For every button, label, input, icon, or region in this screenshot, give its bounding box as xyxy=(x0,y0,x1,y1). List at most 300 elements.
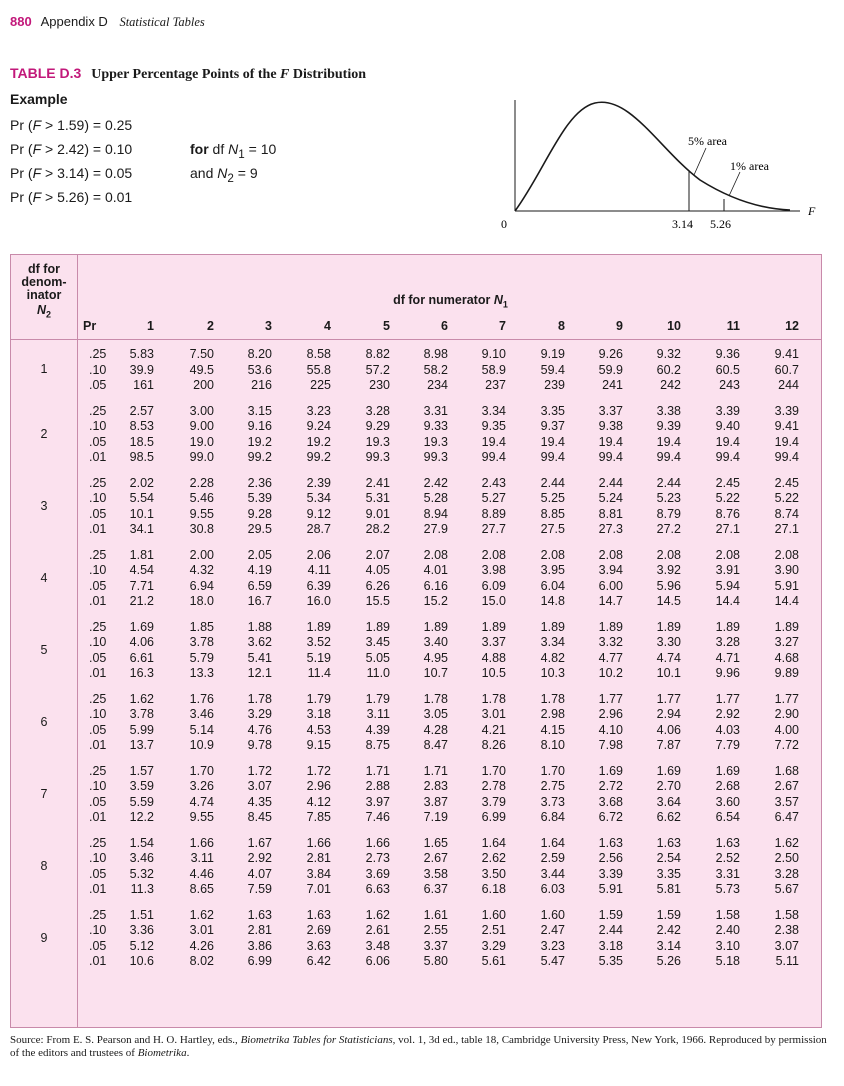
table-cell: 1.89 xyxy=(306,619,331,634)
table-cell: 8.79 xyxy=(656,506,681,521)
table-cell: 3.44 xyxy=(540,866,565,881)
table-cell: 6.03 xyxy=(540,882,565,896)
table-cell: 7.98 xyxy=(598,738,623,752)
pr-cell: .10 xyxy=(89,707,107,721)
table-cell: 5.22 xyxy=(774,491,799,505)
table-cell: 8.10 xyxy=(540,738,565,752)
table-cell: 5.05 xyxy=(365,650,390,665)
table-cell: 4.53 xyxy=(306,722,331,737)
table-cell: 5.91 xyxy=(598,882,623,896)
table-cell: 2.39 xyxy=(306,475,331,490)
denominator-df-label: 6 xyxy=(40,714,48,729)
table-cell: 3.28 xyxy=(365,403,390,418)
table-cell: 1.69 xyxy=(656,763,681,778)
table-cell: 27.3 xyxy=(598,522,623,536)
table-cell: 3.45 xyxy=(365,635,390,649)
table-cell: 18.5 xyxy=(129,434,154,449)
table-cell: 1.89 xyxy=(715,619,740,634)
table-cell: 10.7 xyxy=(423,666,448,680)
table-cell: 57.2 xyxy=(365,362,390,377)
table-cell: 1.68 xyxy=(774,763,799,778)
table-description: Upper Percentage Points of the F Distribution xyxy=(91,67,367,82)
table-cell: 9.01 xyxy=(365,506,390,521)
pr-cell: .01 xyxy=(89,594,107,608)
table-cell: 27.7 xyxy=(481,522,506,536)
numerator-column-header: 12 xyxy=(785,319,799,333)
table-cell: 5.34 xyxy=(306,491,331,505)
table-cell: 2.51 xyxy=(481,923,506,937)
table-cell: 8.75 xyxy=(365,738,390,752)
table-cell: 2.28 xyxy=(189,475,214,490)
table-cell: 2.67 xyxy=(774,779,799,793)
pr-cell: .25 xyxy=(89,691,107,706)
table-cell: 27.5 xyxy=(540,522,565,536)
table-cell: 1.71 xyxy=(423,763,448,778)
example-line: Pr (F > 5.26) = 0.01 xyxy=(10,189,133,205)
table-cell: 9.26 xyxy=(598,347,623,361)
table-cell: 2.36 xyxy=(247,475,272,490)
table-cell: 2.44 xyxy=(656,475,681,490)
f-axis-label: F xyxy=(808,204,816,218)
table-cell: 7.01 xyxy=(306,882,331,896)
table-cell: 3.23 xyxy=(540,938,565,953)
table-cell: 8.45 xyxy=(247,810,272,824)
table-cell: 7.19 xyxy=(423,810,448,824)
table-cell: 3.64 xyxy=(656,794,681,809)
table-cell: 3.52 xyxy=(306,635,331,649)
table-cell: 2.70 xyxy=(656,779,681,793)
table-cell: 14.7 xyxy=(598,594,623,608)
table-cell: 1.59 xyxy=(656,907,681,922)
table-cell: 2.78 xyxy=(481,779,506,793)
table-cell: 3.35 xyxy=(540,403,565,418)
table-cell: 3.98 xyxy=(481,563,506,577)
table-cell: 6.54 xyxy=(715,810,740,824)
table-cell: 2.08 xyxy=(423,547,448,562)
table-cell: 9.89 xyxy=(774,666,799,680)
table-cell: 7.85 xyxy=(306,810,331,824)
table-cell: 8.74 xyxy=(774,506,799,521)
table-cell: 2.44 xyxy=(598,923,623,937)
table-cell: 4.95 xyxy=(423,650,448,665)
table-cell: 3.59 xyxy=(129,779,154,793)
table-cell: 1.88 xyxy=(247,619,272,634)
table-cell: 1.66 xyxy=(306,835,331,850)
density-curve xyxy=(515,102,790,211)
table-cell: 5.91 xyxy=(774,578,799,593)
table-cell: 9.24 xyxy=(306,419,331,433)
table-cell: 1.70 xyxy=(189,763,214,778)
area-5-label: 5% area xyxy=(688,134,727,148)
table-cell: 2.44 xyxy=(598,475,623,490)
table-cell: 3.28 xyxy=(715,635,740,649)
table-cell: 161 xyxy=(133,378,154,392)
table-cell: 4.76 xyxy=(247,722,272,737)
table-cell: 9.16 xyxy=(247,419,272,433)
source-note: Source: From E. S. Pearson and H. O. Hartley, eds., Biometrika Tables for Statisticians, vol. 1, 3d ed., table 18, Cambridge University Press, New York, 1966. Reproduced by permission of the editors and trustees of Biometrika. xyxy=(10,1034,827,1059)
numerator-column-header: 6 xyxy=(441,319,448,333)
table-cell: 216 xyxy=(251,378,272,392)
table-cell: 6.00 xyxy=(598,578,623,593)
table-cell: 6.47 xyxy=(774,810,799,824)
table-cell: 5.12 xyxy=(129,938,154,953)
table-cell: 99.4 xyxy=(598,450,623,464)
table-cell: 3.90 xyxy=(774,563,799,577)
table-cell: 2.67 xyxy=(423,851,448,865)
table-cell: 60.7 xyxy=(774,362,799,377)
table-cell: 4.74 xyxy=(656,650,681,665)
table-cell: 11.0 xyxy=(366,666,390,680)
table-cell: 1.51 xyxy=(129,907,154,922)
table-cell: 3.10 xyxy=(715,938,740,953)
table-cell: 2.08 xyxy=(481,547,506,562)
pr-column-header: Pr xyxy=(83,319,97,333)
table-cell: 7.87 xyxy=(656,738,681,752)
table-cell: 3.58 xyxy=(423,866,448,881)
table-cell: 9.38 xyxy=(598,419,623,433)
table-cell: 2.00 xyxy=(189,547,214,562)
table-cell: 19.2 xyxy=(247,434,272,449)
pr-cell: .25 xyxy=(89,907,107,922)
table-cell: 5.22 xyxy=(715,491,740,505)
table-cell: 6.99 xyxy=(481,810,506,824)
table-cell: 6.04 xyxy=(540,578,565,593)
table-cell: 14.4 xyxy=(715,594,740,608)
example-note-df: for df $N_1 = 10$ xyxy=(190,141,277,161)
table-cell: 2.72 xyxy=(598,779,623,793)
table-cell: 8.94 xyxy=(423,506,448,521)
table-cell: 4.05 xyxy=(365,563,390,577)
table-cell: 1.89 xyxy=(365,619,390,634)
table-cell: 9.33 xyxy=(423,419,448,433)
table-cell: 234 xyxy=(427,378,448,392)
table-cell: 1.77 xyxy=(774,691,799,706)
table-cell: 19.4 xyxy=(598,434,623,449)
table-cell: 2.90 xyxy=(774,707,799,721)
table-cell: 3.38 xyxy=(656,403,681,418)
table-cell: 1.66 xyxy=(365,835,390,850)
table-cell: 2.08 xyxy=(540,547,565,562)
table-cell: 99.2 xyxy=(306,450,331,464)
table-cell: 9.96 xyxy=(715,666,740,680)
table-cell: 5.61 xyxy=(481,954,506,968)
table-cell: 13.7 xyxy=(129,738,154,752)
table-cell: 5.18 xyxy=(715,954,740,968)
table-cell: 10.1 xyxy=(129,506,154,521)
table-cell: 99.4 xyxy=(656,450,681,464)
table-cell: 3.31 xyxy=(423,403,448,418)
table-cell: 5.25 xyxy=(540,491,565,505)
table-cell: 2.08 xyxy=(656,547,681,562)
table-cell: 12.1 xyxy=(247,666,272,680)
table-cell: 5.83 xyxy=(129,347,154,361)
table-cell: 6.99 xyxy=(247,954,272,968)
table-cell: 2.45 xyxy=(774,475,799,490)
denominator-df-label: 8 xyxy=(40,858,48,873)
table-cell: 1.71 xyxy=(365,763,390,778)
area-1-label: 1% area xyxy=(730,159,769,173)
table-cell: 3.39 xyxy=(715,403,740,418)
table-cell: 5.26 xyxy=(656,954,681,968)
table-cell: 4.01 xyxy=(423,563,448,577)
table-cell: 9.12 xyxy=(306,506,331,521)
table-cell: 2.59 xyxy=(540,851,565,865)
table-cell: 1.58 xyxy=(715,907,740,922)
pr-cell: .05 xyxy=(89,378,107,392)
table-cell: 14.4 xyxy=(774,594,799,608)
table-cell: 9.55 xyxy=(189,506,214,521)
table-cell: 237 xyxy=(485,378,506,392)
pr-cell: .10 xyxy=(89,362,107,377)
table-cell: 2.44 xyxy=(540,475,565,490)
table-cell: 3.86 xyxy=(247,938,272,953)
table-cell: 11.3 xyxy=(130,882,154,896)
table-cell: 3.34 xyxy=(540,635,565,649)
pr-cell: .01 xyxy=(89,522,107,536)
table-cell: 2.08 xyxy=(715,547,740,562)
table-cell: 3.84 xyxy=(306,866,331,881)
table-cell: 3.92 xyxy=(656,563,681,577)
table-cell: 9.37 xyxy=(540,419,565,433)
table-cell: 3.50 xyxy=(481,866,506,881)
table-cell: 9.29 xyxy=(365,419,390,433)
table-cell: 2.92 xyxy=(715,707,740,721)
table-cell: 3.07 xyxy=(247,779,272,793)
table-cell: 1.85 xyxy=(189,619,214,634)
table-cell: 8.82 xyxy=(365,347,390,361)
table-cell: 3.48 xyxy=(365,938,390,953)
table-cell: 2.41 xyxy=(365,475,390,490)
table-cell: 2.61 xyxy=(365,923,390,937)
table-cell: 10.1 xyxy=(656,666,681,680)
table-cell: 5.94 xyxy=(715,578,740,593)
table-cell: 5.81 xyxy=(656,882,681,896)
table-cell: 2.06 xyxy=(306,547,331,562)
table-cell: 3.40 xyxy=(423,635,448,649)
table-cell: 99.2 xyxy=(247,450,272,464)
table-cell: 1.70 xyxy=(540,763,565,778)
table-cell: 3.27 xyxy=(774,635,799,649)
table-cell: 3.87 xyxy=(423,794,448,809)
table-cell: 3.07 xyxy=(774,938,799,953)
table-cell: 1.69 xyxy=(129,619,154,634)
table-cell: 3.11 xyxy=(366,707,390,721)
table-cell: 1.78 xyxy=(247,691,272,706)
pr-cell: .25 xyxy=(89,619,107,634)
table-cell: 1.63 xyxy=(715,835,740,850)
table-cell: 239 xyxy=(544,378,565,392)
table-cell: 2.43 xyxy=(481,475,506,490)
header-rule xyxy=(11,339,821,340)
table-cell: 1.64 xyxy=(481,835,506,850)
table-cell: 99.4 xyxy=(774,450,799,464)
denominator-df-label: 9 xyxy=(40,930,48,945)
table-cell: 4.68 xyxy=(774,650,799,665)
table-cell: 6.42 xyxy=(306,954,331,968)
table-cell: 3.39 xyxy=(598,866,623,881)
table-cell: 19.3 xyxy=(365,434,390,449)
table-cell: 8.47 xyxy=(423,738,448,752)
table-cell: 55.8 xyxy=(306,362,331,377)
table-cell: 15.2 xyxy=(423,594,448,608)
table-cell: 1.76 xyxy=(189,691,214,706)
table-cell: 3.78 xyxy=(189,635,214,649)
table-cell: 9.35 xyxy=(481,419,506,433)
table-cell: 5.79 xyxy=(189,650,214,665)
table-cell: 2.98 xyxy=(540,707,565,721)
numerator-column-header: 1 xyxy=(147,319,154,333)
table-cell: 5.28 xyxy=(423,491,448,505)
table-cell: 242 xyxy=(660,378,681,392)
table-cell: 53.6 xyxy=(247,362,272,377)
table-cell: 3.01 xyxy=(189,923,214,937)
table-cell: 1.79 xyxy=(365,691,390,706)
table-cell: 3.28 xyxy=(774,866,799,881)
table-cell: 1.77 xyxy=(598,691,623,706)
f-distribution-figure xyxy=(0,0,844,250)
table-cell: 1.69 xyxy=(598,763,623,778)
table-cell: 3.63 xyxy=(306,938,331,953)
table-cell: 28.7 xyxy=(306,522,331,536)
table-number: TABLE D.3 xyxy=(10,65,82,81)
f-table xyxy=(10,254,822,1028)
table-cell: 2.57 xyxy=(129,403,154,418)
table-cell: 8.26 xyxy=(481,738,506,752)
table-cell: 99.3 xyxy=(365,450,390,464)
table-cell: 8.58 xyxy=(306,347,331,361)
table-cell: 2.47 xyxy=(540,923,565,937)
stub-divider xyxy=(77,255,78,1027)
table-cell: 3.39 xyxy=(774,403,799,418)
table-cell: 6.62 xyxy=(656,810,681,824)
table-cell: 16.7 xyxy=(247,594,272,608)
table-cell: 4.77 xyxy=(598,650,623,665)
table-cell: 2.83 xyxy=(423,779,448,793)
table-cell: 2.68 xyxy=(715,779,740,793)
table-cell: 2.02 xyxy=(129,475,154,490)
table-cell: 99.4 xyxy=(481,450,506,464)
table-cell: 6.72 xyxy=(598,810,623,824)
stub-header: df for denom- inator $N_2$ xyxy=(21,262,67,320)
table-cell: 10.3 xyxy=(540,666,565,680)
table-cell: 4.06 xyxy=(656,722,681,737)
table-cell: 1.81 xyxy=(129,547,154,562)
table-cell: 5.47 xyxy=(540,954,565,968)
table-cell: 225 xyxy=(310,378,331,392)
table-cell: 60.5 xyxy=(715,362,740,377)
table-cell: 6.61 xyxy=(129,650,154,665)
table-cell: 2.42 xyxy=(656,923,681,937)
table-cell: 2.56 xyxy=(598,851,623,865)
table-cell: 6.09 xyxy=(481,578,506,593)
table-cell: 27.9 xyxy=(423,522,448,536)
pr-cell: .10 xyxy=(89,923,107,937)
table-cell: 1.64 xyxy=(540,835,565,850)
table-cell: 1.89 xyxy=(598,619,623,634)
table-cell: 2.38 xyxy=(774,923,799,937)
table-cell: 13.3 xyxy=(189,666,214,680)
table-cell: 1.72 xyxy=(247,763,272,778)
denominator-df-label: 7 xyxy=(40,786,48,801)
pr-cell: .10 xyxy=(89,851,107,865)
table-cell: 1.66 xyxy=(189,835,214,850)
table-cell: 18.0 xyxy=(189,594,214,608)
pr-cell: .05 xyxy=(89,866,107,881)
table-cell: 1.78 xyxy=(481,691,506,706)
denominator-df-label: 2 xyxy=(40,426,48,441)
table-cell: 6.94 xyxy=(189,578,214,593)
pr-cell: .05 xyxy=(89,578,107,593)
table-cell: 3.79 xyxy=(481,794,506,809)
table-cell: 27.1 xyxy=(715,522,740,536)
table-cell: 2.62 xyxy=(481,851,506,865)
pr-cell: .01 xyxy=(89,882,107,896)
pr-cell: .01 xyxy=(89,738,107,752)
table-cell: 8.65 xyxy=(189,882,214,896)
denominator-df-label: 4 xyxy=(40,570,48,585)
table-cell: 10.9 xyxy=(189,738,214,752)
table-cell: 19.4 xyxy=(540,434,565,449)
table-cell: 2.94 xyxy=(656,707,681,721)
pr-cell: .10 xyxy=(89,491,107,505)
table-cell: 3.57 xyxy=(774,794,799,809)
table-cell: 241 xyxy=(602,378,623,392)
table-cell: 58.9 xyxy=(481,362,506,377)
table-cell: 11.4 xyxy=(307,666,331,680)
table-cell: 99.3 xyxy=(423,450,448,464)
table-cell: 2.50 xyxy=(774,851,799,865)
table-cell: 5.19 xyxy=(306,650,331,665)
table-cell: 2.69 xyxy=(306,923,331,937)
table-cell: 7.72 xyxy=(774,738,799,752)
table-cell: 3.37 xyxy=(481,635,506,649)
pr-cell: .01 xyxy=(89,954,107,968)
pr-cell: .01 xyxy=(89,666,107,680)
table-cell: 4.07 xyxy=(247,866,272,881)
table-cell: 2.45 xyxy=(715,475,740,490)
table-cell: 3.01 xyxy=(481,707,506,721)
table-cell: 3.94 xyxy=(598,563,623,577)
table-cell: 2.96 xyxy=(598,707,623,721)
table-cell: 9.15 xyxy=(306,738,331,752)
table-cell: 3.97 xyxy=(365,794,390,809)
pr-cell: .25 xyxy=(89,347,107,361)
table-cell: 9.00 xyxy=(189,419,214,433)
table-cell: 2.81 xyxy=(306,851,331,865)
table-cell: 2.42 xyxy=(423,475,448,490)
table-cell: 5.35 xyxy=(598,954,623,968)
table-cell: 99.4 xyxy=(715,450,740,464)
table-cell: 2.52 xyxy=(715,851,740,865)
table-cell: 3.18 xyxy=(306,707,331,721)
table-cell: 1.70 xyxy=(481,763,506,778)
table-cell: 3.15 xyxy=(247,403,272,418)
table-cell: 244 xyxy=(778,378,799,392)
table-cell: 5.27 xyxy=(481,491,506,505)
table-cell: 14.8 xyxy=(540,594,565,608)
table-cell: 8.89 xyxy=(481,506,506,521)
table-cell: 5.99 xyxy=(129,722,154,737)
table-cell: 4.15 xyxy=(540,722,565,737)
table-cell: 2.08 xyxy=(598,547,623,562)
table-cell: 28.2 xyxy=(365,522,390,536)
table-cell: 5.59 xyxy=(129,794,154,809)
table-cell: 4.11 xyxy=(307,563,331,577)
table-cell: 16.0 xyxy=(306,594,331,608)
table-cell: 8.85 xyxy=(540,506,565,521)
table-cell: 15.5 xyxy=(365,594,390,608)
table-cell: 5.31 xyxy=(365,491,390,505)
